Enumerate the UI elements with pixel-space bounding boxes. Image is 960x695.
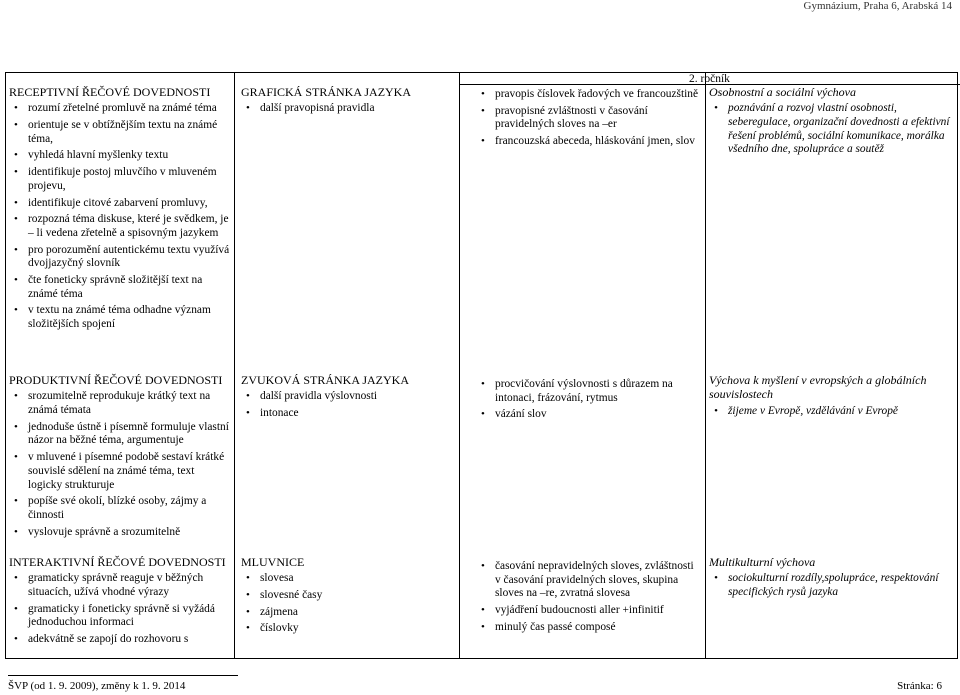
list-item: • pro porozumění autentickému textu využívá dvojjazyčný slovník — [9, 244, 231, 271]
receptive-list — [9, 102, 231, 331]
grammar-heading: MLUVNICE — [241, 555, 305, 569]
list-item: • v textu na známé téma odhadne význam složitějších spojení — [9, 304, 231, 331]
list-item: • žijeme v Evropě, vzdělávání v Evropě — [709, 405, 954, 419]
multicultural-heading: Multikulturní výchova — [709, 555, 816, 569]
multicultural-education-cell — [709, 555, 954, 600]
personal-education-cell — [709, 85, 954, 157]
list-item: • jednoduše ústně i písemně formuluje vlastní názor na běžné téma, argumentuje — [9, 421, 231, 448]
grammar-list — [241, 572, 456, 636]
column-divider — [459, 73, 460, 658]
list-item: • srozumitelně reprodukuje krátký text na známá témata — [9, 390, 231, 417]
list-item: • minulý čas passé composé — [476, 621, 701, 635]
list-item: • čte foneticky správně složitější text na známé téma — [9, 274, 231, 301]
list-item: • vyslovuje správně a srozumitelně — [9, 526, 231, 540]
list-item: • další pravidla výslovnosti — [241, 390, 456, 404]
graphic-language-cell — [241, 85, 456, 116]
list-item: • další pravopisná pravidla — [241, 102, 456, 116]
list-item: • procvičování výslovnosti s důrazem na intonaci, frázování, rytmus — [476, 378, 701, 405]
receptive-skills-cell — [9, 85, 231, 332]
sound-list — [241, 390, 456, 420]
footer-version: ŠVP (od 1. 9. 2009), změny k 1. 9. 2014 — [8, 680, 186, 692]
spelling-content-cell — [476, 85, 701, 149]
list-item: • orientuje se v obtížnějším textu na známé téma, — [9, 119, 231, 146]
sound-language-cell — [241, 373, 456, 421]
list-item: • popíše své okolí, blízké osoby, zájmy a činnosti — [9, 495, 231, 522]
list-item: • vyjádření budoucnosti aller +infinitif — [476, 604, 701, 618]
curriculum-table — [5, 72, 958, 659]
list-item: • rozumí zřetelné promluvě na známé téma — [9, 102, 231, 116]
productive-skills-cell — [9, 373, 231, 539]
personal-list — [709, 102, 954, 157]
graphic-heading: GRAFICKÁ STRÁNKA JAZYKA — [241, 85, 412, 99]
grammar-cell — [241, 555, 456, 636]
list-item: • gramaticky i foneticky správně si vyžádá jednoduchou informaci — [9, 603, 231, 630]
list-item: • slovesa — [241, 572, 456, 586]
list-item: • zájmena — [241, 606, 456, 620]
list-item: • slovesné časy — [241, 589, 456, 603]
list-item: • identifikuje postoj mluvčího v mluveném projevu, — [9, 166, 231, 193]
school-header: Gymnázium, Praha 6, Arabská 14 — [803, 0, 952, 12]
column-divider — [705, 73, 706, 658]
list-item: • číslovky — [241, 622, 456, 636]
grade-header: 2. ročník — [459, 73, 960, 85]
list-item: • adekvátně se zapojí do rozhovoru s — [9, 633, 231, 647]
list-item: • poznávání a rozvoj vlastní osobnosti, seberegulace, organizační dovednosti a efektivní řešení problémů, sociální komunikace, morálka všedního dne, spolupráce a soutěž — [709, 102, 954, 157]
footer-divider — [8, 675, 238, 676]
list-item: • vyhledá hlavní myšlenky textu — [9, 149, 231, 163]
personal-heading: Osobnostní a sociální výchova — [709, 85, 856, 99]
european-list — [709, 405, 954, 419]
list-item: • rozpozná téma diskuse, které je svědkem, je – li vedena zřetelně a spisovným jazykem — [9, 213, 231, 240]
pronunciation-content-cell — [476, 375, 701, 422]
list-item: • gramaticky správně reaguje v běžných situacích, užívá vhodné výrazy — [9, 572, 231, 599]
productive-list — [9, 390, 231, 539]
interactive-heading: INTERAKTIVNÍ ŘEČOVÉ DOVEDNOSTI — [9, 555, 226, 569]
list-item: • pravopisné zvláštnosti v časování pravidelných sloves na –er — [476, 105, 701, 132]
pronunciation-list — [476, 378, 701, 422]
list-item: • pravopis číslovek řadových ve francouzštině — [476, 88, 701, 102]
list-item: • francouzská abeceda, hláskování jmen, slov — [476, 135, 701, 149]
european-education-cell — [709, 373, 954, 418]
interactive-skills-cell — [9, 555, 231, 647]
verbs-content-cell — [476, 557, 701, 634]
list-item: • sociokulturní rozdíly,spolupráce, respektování specifických rysů jazyka — [709, 572, 954, 599]
sound-heading: ZVUKOVÁ STRÁNKA JAZYKA — [241, 373, 409, 387]
spelling-list — [476, 88, 701, 149]
list-item: • časování nepravidelných sloves, zvláštnosti v časování pravidelných sloves, skupina sloves na –re, zvratná slovesa — [476, 560, 701, 601]
list-item: • v mluvené i písemné podobě sestaví krátké souvislé sdělení na známé téma, text logicky strukturuje — [9, 451, 231, 492]
column-divider — [234, 73, 235, 658]
productive-heading: PRODUKTIVNÍ ŘEČOVÉ DOVEDNOSTI — [9, 373, 223, 387]
page-number: Stránka: 6 — [897, 680, 942, 692]
verbs-list — [476, 560, 701, 634]
multicultural-list — [709, 572, 954, 599]
european-heading: Výchova k myšlení v evropských a globálních souvislostech — [709, 373, 927, 402]
receptive-heading: RECEPTIVNÍ ŘEČOVÉ DOVEDNOSTI — [9, 85, 211, 99]
list-item: • identifikuje citové zabarvení promluvy, — [9, 197, 231, 211]
graphic-list — [241, 102, 456, 116]
interactive-list — [9, 572, 231, 646]
list-item: • vázání slov — [476, 408, 701, 422]
list-item: • intonace — [241, 407, 456, 421]
